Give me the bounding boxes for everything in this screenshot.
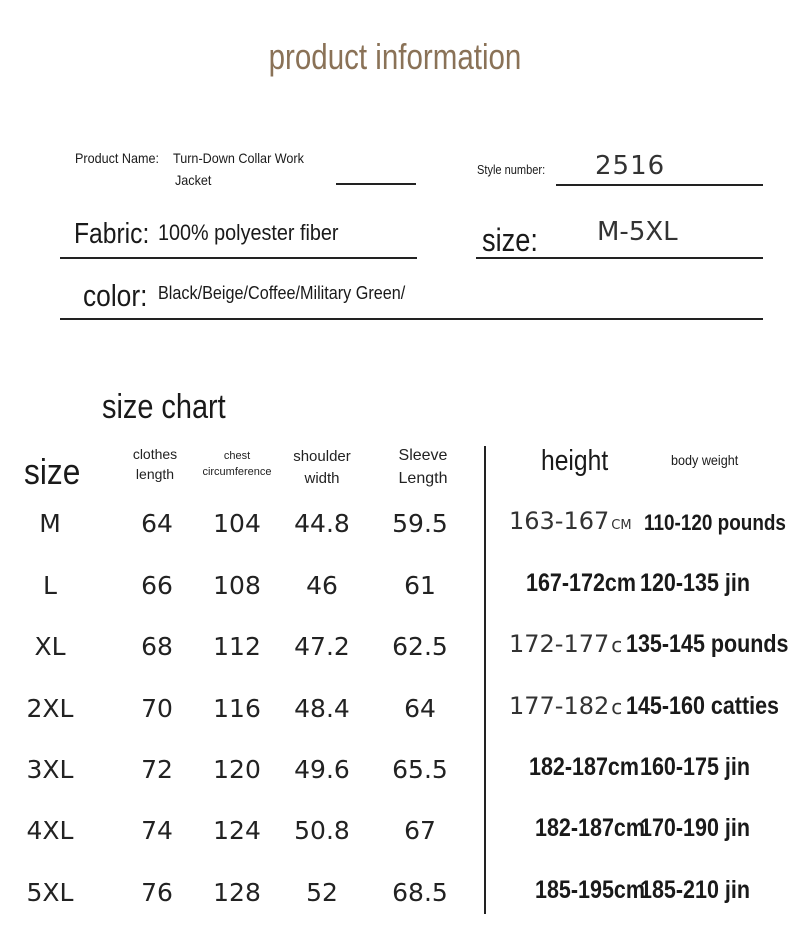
cell-body-weight: 185-210 jin: [640, 876, 750, 904]
cell-shoulder-width: 52: [306, 878, 338, 907]
cell-body-weight: 110-120 pounds: [644, 510, 786, 535]
cell-shoulder-width: 46: [306, 571, 338, 600]
header-chest: [198, 448, 276, 480]
cell-shoulder-width: 44.8: [294, 509, 350, 538]
color-label: color:: [83, 278, 148, 313]
product-name-label: Product Name:: [75, 150, 160, 166]
product-name-underline: [336, 183, 416, 185]
style-number-value: 2516: [595, 151, 666, 181]
size-chart-heading: size chart: [102, 388, 226, 426]
cell-chest: 128: [213, 878, 261, 907]
fabric-value: 100% polyester fiber: [158, 220, 339, 245]
header-sleeve-line2: Length: [398, 470, 448, 487]
cell-clothes-length: 76: [141, 878, 173, 907]
cell-clothes-length: 64: [141, 509, 173, 538]
header-size: size: [24, 451, 81, 492]
header-chest-line2: circumference: [202, 466, 272, 478]
product-name-value: Turn-Down Collar Work: [173, 150, 304, 166]
header-height: height: [541, 445, 609, 477]
cell-height: 172-177 c: [509, 630, 623, 658]
cell-body-weight: 120-135 jin: [640, 569, 750, 597]
cell-body-weight: 160-175 jin: [640, 753, 750, 781]
cell-clothes-length: 68: [141, 632, 173, 661]
cell-body-weight: 135-145 pounds: [626, 630, 789, 658]
cell-chest: 112: [213, 632, 261, 661]
size-underline: [476, 257, 763, 259]
header-clothes-length-line2: length: [135, 466, 175, 482]
cell-sleeve-length: 68.5: [392, 878, 448, 907]
cell-chest: 124: [213, 816, 261, 845]
cell-height: 163-167 CM: [509, 507, 632, 535]
cell-shoulder-width: 49.6: [294, 755, 350, 784]
header-shoulder-line1: shoulder: [293, 448, 351, 465]
cell-height: 185-195cm: [535, 876, 645, 904]
cell-body-weight: 170-190 jin: [640, 814, 750, 842]
cell-size: 4XL: [26, 816, 74, 845]
style-number-underline: [556, 184, 763, 186]
cell-height: 177-182 c: [509, 692, 623, 720]
cell-size: 3XL: [26, 755, 74, 784]
header-chest-line1: chest: [223, 450, 251, 462]
cell-shoulder-width: 47.2: [294, 632, 350, 661]
header-clothes-length-line1: clothes: [132, 446, 178, 462]
cell-sleeve-length: 61: [404, 571, 436, 600]
cell-size: XL: [34, 632, 66, 661]
product-name-value-cont: Jacket: [175, 172, 212, 188]
cell-sleeve-length: 65.5: [392, 755, 448, 784]
header-shoulder-width: [288, 446, 356, 490]
cell-clothes-length: 72: [141, 755, 173, 784]
fabric-underline: [60, 257, 417, 259]
cell-chest: 116: [213, 694, 261, 723]
page-title: product information: [268, 36, 522, 77]
cell-chest: 120: [213, 755, 261, 784]
cell-body-weight: 145-160 catties: [626, 692, 779, 720]
style-number-label: Style number:: [477, 162, 546, 177]
table-divider: [484, 446, 486, 914]
color-underline: [60, 318, 763, 320]
cell-height-unit: c: [611, 695, 623, 719]
cell-height: 182-187cm: [529, 753, 639, 781]
cell-shoulder-width: 50.8: [294, 816, 350, 845]
cell-clothes-length: 66: [141, 571, 173, 600]
fabric-label: Fabric:: [74, 218, 150, 250]
size-value: M-5XL: [597, 217, 678, 247]
cell-size: 2XL: [26, 694, 74, 723]
cell-shoulder-width: 48.4: [294, 694, 350, 723]
cell-chest: 108: [213, 571, 261, 600]
cell-size: M: [39, 509, 61, 538]
cell-sleeve-length: 62.5: [392, 632, 448, 661]
cell-sleeve-length: 64: [404, 694, 436, 723]
cell-sleeve-length: 59.5: [392, 509, 448, 538]
cell-clothes-length: 70: [141, 694, 173, 723]
cell-clothes-length: 74: [141, 816, 173, 845]
header-shoulder-line2: width: [304, 470, 340, 487]
header-body-weight: body weight: [671, 452, 739, 468]
cell-chest: 104: [213, 509, 261, 538]
cell-height: 167-172cm: [526, 569, 636, 597]
header-clothes-length: [124, 444, 186, 484]
cell-height-unit: c: [611, 633, 623, 657]
header-sleeve-length: [390, 444, 456, 490]
size-label: size:: [482, 222, 538, 258]
cell-height-unit: CM: [611, 518, 632, 533]
cell-height: 182-187cm: [535, 814, 645, 842]
cell-size: 5XL: [26, 878, 74, 907]
cell-sleeve-length: 67: [404, 816, 436, 845]
cell-size: L: [43, 571, 57, 600]
color-value: Black/Beige/Coffee/Military Green/: [158, 283, 406, 303]
header-sleeve-line1: Sleeve: [398, 447, 448, 464]
